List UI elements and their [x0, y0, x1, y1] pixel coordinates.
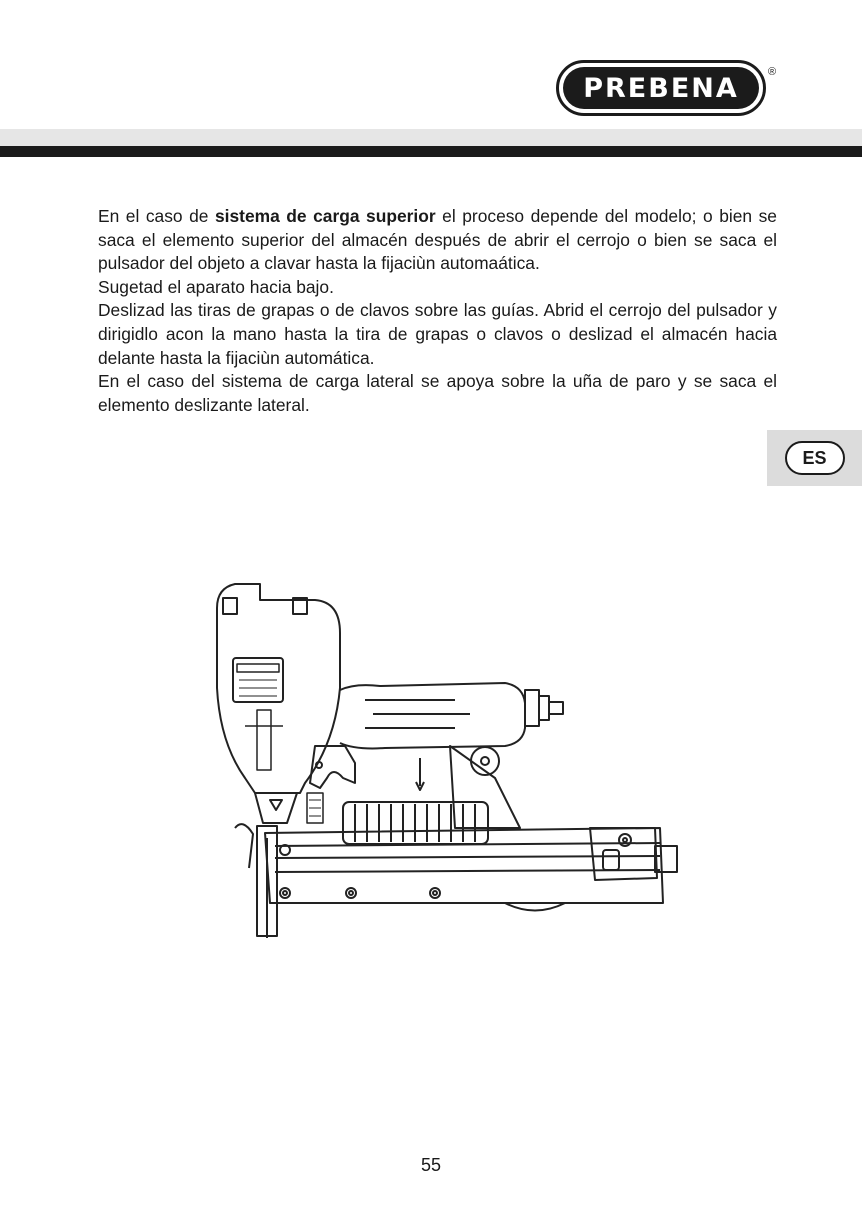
nailer-illustration [205, 578, 685, 948]
header-band-light [0, 129, 862, 146]
air-fitting [525, 690, 539, 726]
nail-strip [343, 802, 488, 844]
magazine-endcap [590, 828, 657, 880]
logo-text: PREBENA [563, 67, 759, 109]
paragraph-1: En el caso de sistema de carga superior el proceso depende del modelo; o bien se saca el elemento superior del almacén después de abrir el cerrojo o bien se saca el pulsador del objeto a clavar hasta la fijaciùn automaática. [98, 206, 777, 274]
tool-head [217, 584, 340, 793]
registered-mark: ® [768, 66, 777, 78]
paragraph-4: En el caso del sistema de carga lateral se apoya sobre la uña de paro y se saca el elemento deslizante lateral. [98, 371, 777, 415]
language-label: ES [785, 441, 845, 475]
language-tab [767, 430, 862, 486]
header-band-dark [0, 146, 862, 157]
prebena-logo [556, 60, 766, 116]
top-cap-left [223, 598, 237, 614]
rear-support [450, 746, 520, 828]
instruction-text [98, 205, 777, 417]
paragraph-2: Sugetad el aparato hacia bajo. [98, 276, 334, 297]
nose [255, 793, 297, 823]
bold-term: sistema de carga superior [215, 206, 436, 226]
paragraph-3: Deslizad las tiras de grapas o de clavos sobre las guías. Abrid el cerrojo del pulsador y dirigidlo acon la mano hasta la tira de grapas o clavos o deslizad el almacén hacia delante hasta la fijaciùn automática. [98, 300, 777, 368]
page-number: 55 [420, 1155, 442, 1175]
tool-handle [340, 683, 525, 748]
